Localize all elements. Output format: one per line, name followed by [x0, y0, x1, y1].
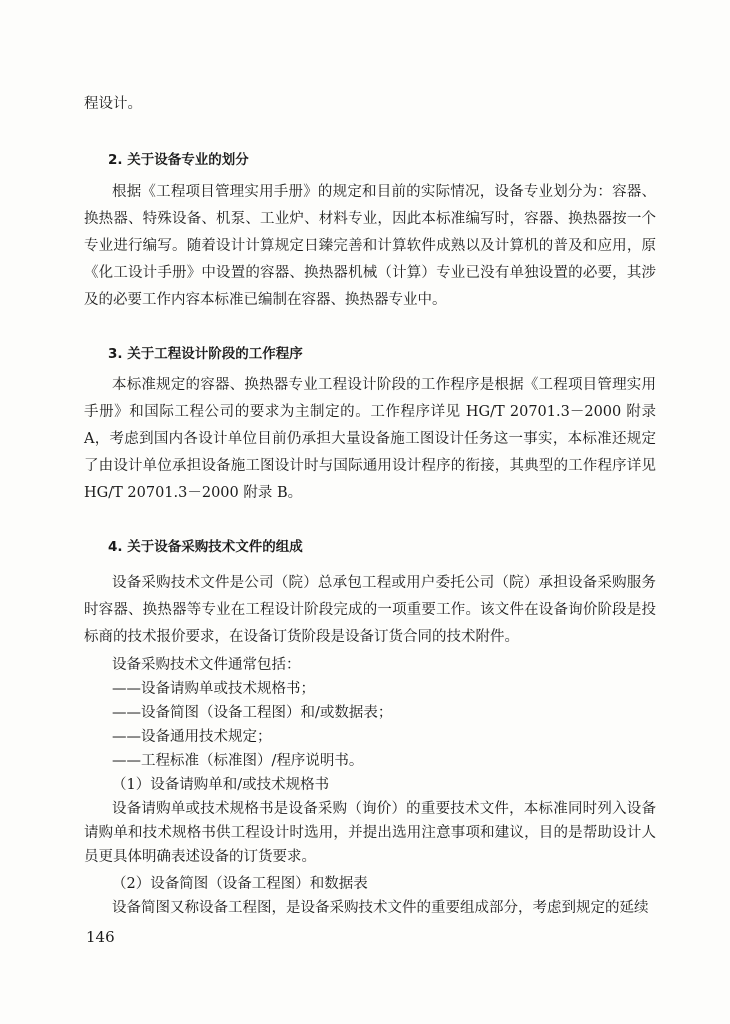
- paragraph-work-procedure: 本标准规定的容器、换热器专业工程设计阶段的工作程序是根据《工程项目管理实用手册》和国际工程公司的要求为主制定的。工作程序详见 HG/T 20701.3－2000 附录 A，考虑到国内各设计单位目前仍承担大量设备施工图设计任务这一事实，本标准还规定了由设计单位承担设备施工图设计时与国际通用设计程序的衔接，其典型的工作程序详见 HG/T 20701.3－2000 附录 B。: [84, 377, 656, 501]
- paragraph-equipment-division: 根据《工程项目管理实用手册》的规定和目前的实际情况，设备专业划分为：容器、换热器、特殊设备、机泵、工业炉、材料专业，因此本标准编写时，容器、换热器按一个专业进行编写。随着设计计算规定日臻完善和计算软件成熟以及计算机的普及和应用，原《化工设计手册》中设置的容器、换热器机械（计算）专业已没有单独设置的必要，其涉及的必要工作内容本标准已编制在容器、换热器专业中。: [84, 184, 656, 308]
- list-item: ——工程标准（标准图）/程序说明书。: [112, 753, 364, 769]
- subheading-2: （2）设备简图（设备工程图）和数据表: [112, 876, 368, 892]
- list-item: ——设备请购单或技术规格书；: [112, 681, 315, 697]
- list-item: ——设备通用技术规定；: [112, 729, 272, 745]
- paragraph-purchase-requisition: 设备请购单或技术规格书是设备采购（询价）的重要技术文件，本标准同时列入设备请购单和技术规格书供工程设计时选用，并提出选用注意事项和建议，目的是帮助设计人员更具体明确表述设备的订货要求。: [84, 801, 656, 865]
- section-heading-4: 4. 关于设备采购技术文件的组成: [108, 539, 303, 555]
- section-heading-2: 2. 关于设备专业的划分: [108, 152, 249, 168]
- list-item: ——设备简图（设备工程图）和/或数据表；: [112, 705, 393, 721]
- page-number: 146: [86, 928, 115, 946]
- section-heading-3: 3. 关于工程设计阶段的工作程序: [108, 346, 303, 362]
- subheading-1: （1）设备请购单和/或技术规格书: [112, 777, 330, 793]
- paragraph-procurement-docs: 设备采购技术文件是公司（院）总承包工程或用户委托公司（院）承担设备采购服务时容器、换热器等专业在工程设计阶段完成的一项重要工作。该文件在设备询价阶段是投标商的技术报价要求，在设备订货阶段是设备订货合同的技术附件。: [84, 575, 656, 645]
- paragraph-start: 设备简图又称设备工程图，是设备采购技术文件的重要组成部分，考虑到规定的延续: [112, 900, 649, 916]
- list-intro: 设备采购技术文件通常包括：: [112, 657, 301, 673]
- paragraph-continuation: 程设计。: [84, 96, 142, 112]
